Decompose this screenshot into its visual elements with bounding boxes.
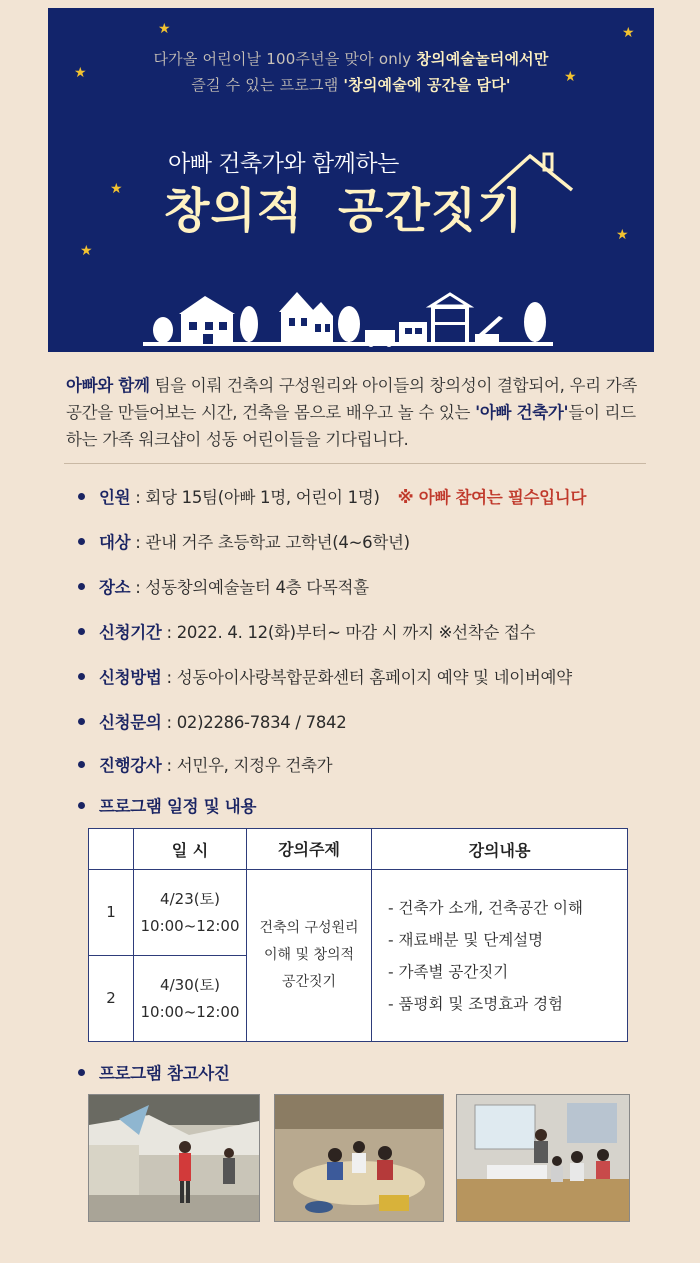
- session-topic: 건축의 구성원리 이해 및 창의적 공간짓기: [247, 870, 372, 1042]
- roof-outline-icon: [488, 150, 574, 194]
- info-item-location: 장소 : 성동창의예술놀터 4층 다목적홀: [78, 574, 678, 598]
- banner-intro-line1: 다가올 어린이날 100주년을 맞아 only 창의예술놀터에서만: [153, 50, 549, 68]
- houses-skyline-illustration: [143, 290, 553, 348]
- star-icon: ★: [622, 25, 635, 41]
- bullet-icon: [78, 673, 85, 680]
- table-header-topic: 강의주제: [247, 829, 372, 870]
- info-item-inquiry: 신청문의 : 02)2286-7834 / 7842: [78, 709, 678, 733]
- schedule-table: [88, 828, 628, 1042]
- info-item-application-method: 신청방법 : 성동아이사랑복합문화센터 홈페이지 예약 및 네이버예약: [78, 664, 678, 688]
- info-item-capacity: 인원 : 회당 15팀(아빠 1명, 어린이 1명) ※ 아빠 참여는 필수입니다: [78, 484, 678, 508]
- hero-banner: [48, 8, 654, 352]
- bullet-icon: [78, 628, 85, 635]
- star-icon: ★: [158, 21, 171, 37]
- session-content: - 건축가 소개, 건축공간 이해 - 재료배분 및 단계설명 - 가족별 공간짓기 - 품평회 및 조명효과 경험: [372, 870, 628, 1042]
- bullet-icon: [78, 802, 85, 809]
- photo-families-building: [274, 1094, 444, 1222]
- bullet-icon: [78, 761, 85, 768]
- session-number: 2: [89, 956, 134, 1042]
- bullet-icon: [78, 538, 85, 545]
- session-number: 1: [89, 870, 134, 956]
- banner-title: 창의적 공간짓기: [164, 184, 524, 239]
- photos-heading: 프로그램 참고사진: [78, 1060, 678, 1084]
- star-icon: ★: [74, 65, 87, 81]
- star-icon: ★: [616, 227, 629, 243]
- photo-installation-hall: [88, 1094, 260, 1222]
- star-icon: ★: [80, 243, 93, 259]
- table-row: [89, 870, 628, 956]
- info-item-instructors: 진행강사 : 서민우, 지정우 건축가: [78, 752, 678, 776]
- bullet-icon: [78, 718, 85, 725]
- bullet-icon: [78, 1069, 85, 1076]
- intro-paragraph: 아빠와 함께 팀을 이뤄 건축의 구성원리와 아이들의 창의성이 결합되어, 우리 가족 공간을 만들어보는 시간, 건축을 몸으로 배우고 놀 수 있는 '아빠 건축가'들이 리드하는 가족 워크샵이 성동 어린이들을 기다립니다.: [66, 376, 637, 449]
- banner-subtitle: 아빠 건축가와 함께하는: [168, 151, 399, 177]
- bullet-icon: [78, 493, 85, 500]
- photo-lecture-room: [456, 1094, 630, 1222]
- table-header-row: [89, 829, 628, 870]
- star-icon: ★: [110, 181, 123, 197]
- info-item-target: 대상 : 관내 거주 초등학교 고학년(4~6학년): [78, 529, 678, 553]
- star-icon: ★: [564, 69, 577, 85]
- table-header-date: 일 시: [134, 829, 247, 870]
- banner-intro-line2: 즐길 수 있는 프로그램 '창의예술에 공간을 담다': [191, 76, 511, 94]
- table-header-no: [89, 829, 134, 870]
- required-warning: ※ 아빠 참여는 필수입니다: [397, 488, 587, 507]
- section-divider: [64, 463, 646, 464]
- info-item-application-period: 신청기간 : 2022. 4. 12(화)부터~ 마감 시 까지 ※선착순 접수: [78, 619, 678, 643]
- session-datetime: 4/30(토) 10:00~12:00: [134, 956, 247, 1042]
- table-header-content: 강의내용: [372, 829, 628, 870]
- bullet-icon: [78, 583, 85, 590]
- info-item-schedule-heading: 프로그램 일정 및 내용: [78, 793, 678, 817]
- session-datetime: 4/23(토) 10:00~12:00: [134, 870, 247, 956]
